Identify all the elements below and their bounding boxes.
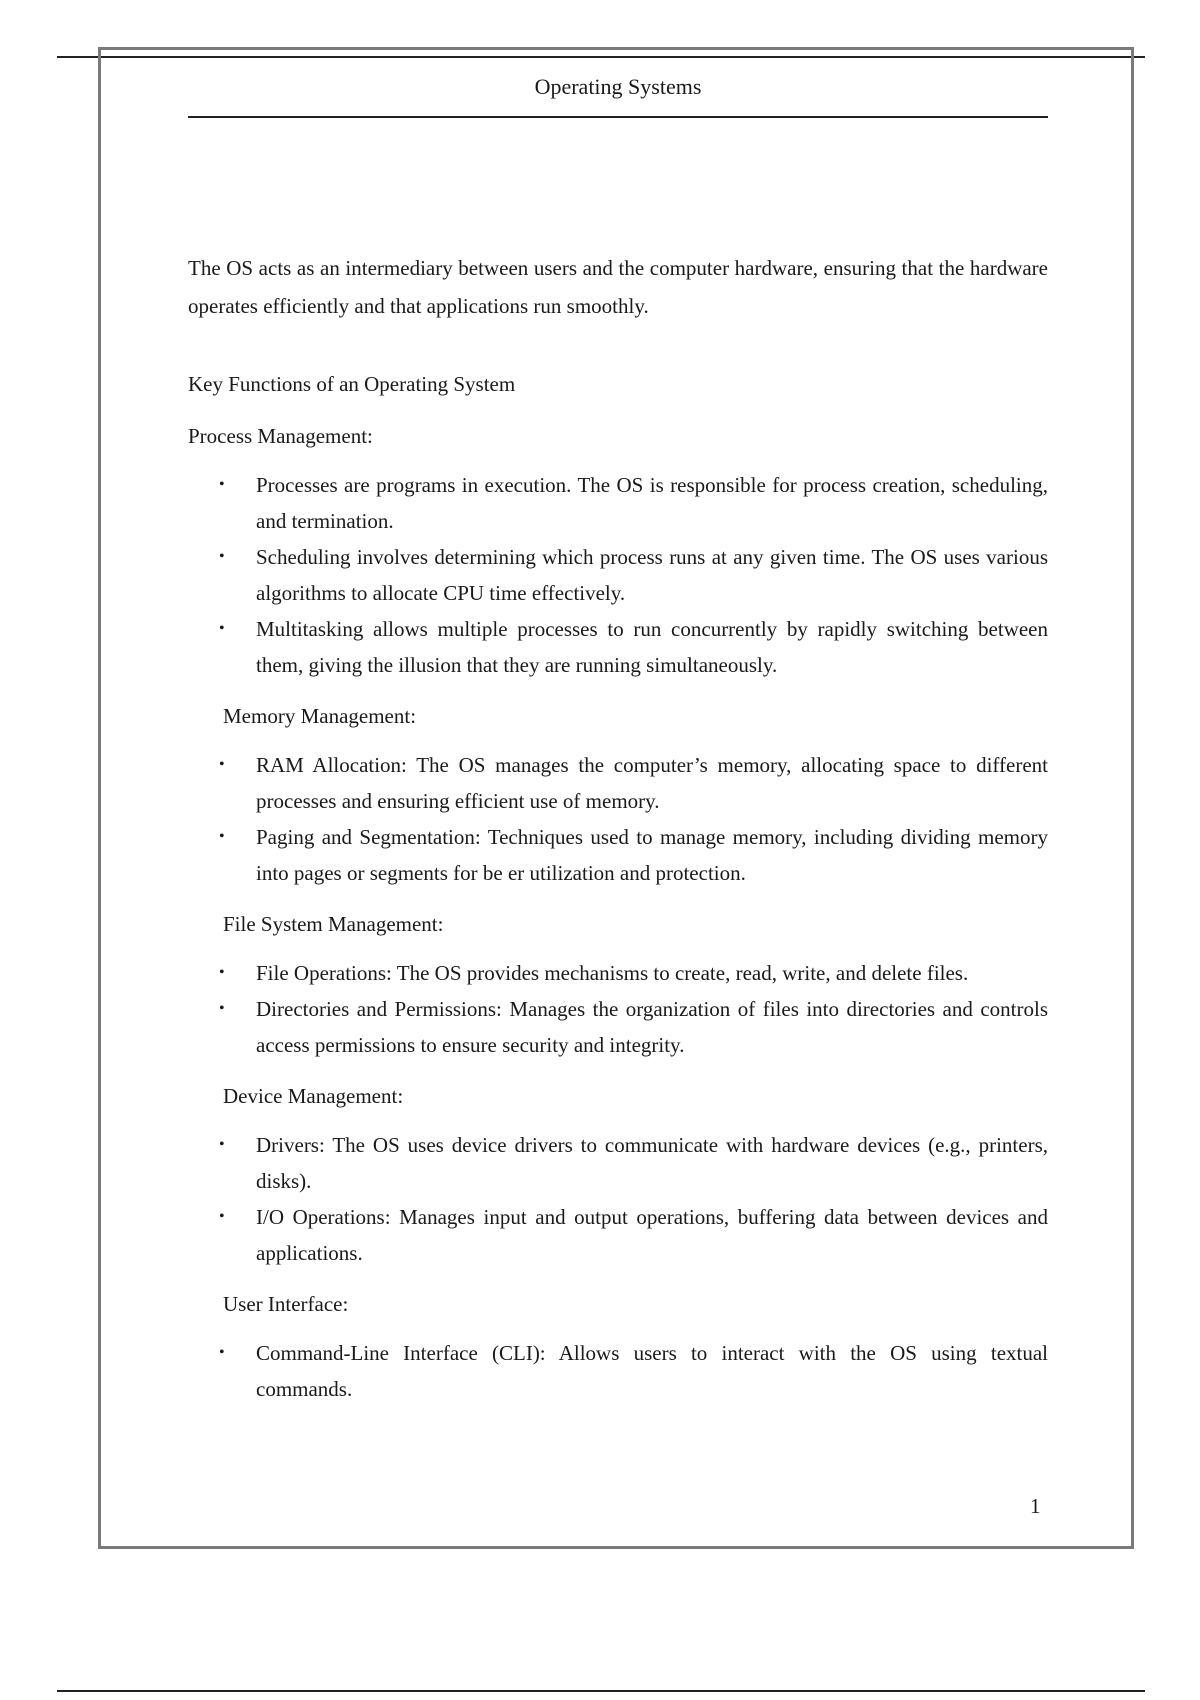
section-title: Process Management:	[188, 424, 373, 448]
list-item-text: Multitasking allows multiple processes to run concurrently by rapidly switching between them, giving the illusion that they are running simultaneously.	[256, 617, 1048, 677]
bullet-icon: •	[219, 548, 225, 565]
key-functions-heading: Key Functions of an Operating System	[188, 372, 516, 396]
list-item-text: Processes are programs in execution. The OS is responsible for process creation, scheduling, and termination.	[256, 473, 1048, 533]
list-item-text: Command-Line Interface (CLI): Allows users to interact with the OS using textual commands.	[256, 1341, 1048, 1401]
intro-paragraph: The OS acts as an intermediary between users and the computer hardware, ensuring that the hardware operates efficiently and that applications run smoothly.	[188, 256, 1048, 318]
list-item	[219, 1127, 1048, 1199]
section-title: Device Management:	[223, 1084, 404, 1108]
section-user-interface	[188, 1285, 1048, 1407]
page-number: 1	[1030, 1494, 1041, 1518]
list-item-text: I/O Operations: Manages input and output operations, buffering data between devices and applications.	[256, 1205, 1048, 1265]
section-memory-management	[188, 697, 1048, 891]
list-item-text: Directories and Permissions: Manages the organization of files into directories and controls access permissions to ensure security and integrity.	[256, 997, 1048, 1057]
bullet-icon: •	[219, 756, 225, 773]
list-item	[219, 539, 1048, 611]
page-content	[188, 249, 1048, 1407]
list-item	[219, 1335, 1048, 1407]
bullet-list	[188, 1335, 1048, 1407]
list-item-text: Drivers: The OS uses device drivers to communicate with hardware devices (e.g., printers, disks).	[256, 1133, 1048, 1193]
bullet-icon: •	[219, 476, 225, 493]
section-file-system-management	[188, 905, 1048, 1063]
section-device-management	[188, 1077, 1048, 1271]
bullet-icon: •	[219, 964, 225, 981]
list-item-text: File Operations: The OS provides mechanisms to create, read, write, and delete files.	[256, 961, 969, 985]
bullet-icon: •	[219, 620, 225, 637]
bullet-icon: •	[219, 1000, 225, 1017]
section-title: File System Management:	[223, 912, 444, 936]
running-header: Operating Systems	[534, 74, 702, 99]
section-title: User Interface:	[223, 1292, 349, 1316]
bullet-list	[188, 747, 1048, 891]
header-rule	[188, 116, 1048, 118]
bullet-icon: •	[219, 1208, 225, 1225]
bullet-list	[188, 467, 1048, 683]
bullet-list	[188, 1127, 1048, 1271]
list-item-text: Scheduling involves determining which process runs at any given time. The OS uses various algorithms to allocate CPU time effectively.	[256, 545, 1048, 605]
list-item	[219, 1199, 1048, 1271]
bullet-icon: •	[219, 828, 225, 845]
bullet-icon: •	[219, 1344, 225, 1361]
list-item	[219, 611, 1048, 683]
list-item	[219, 747, 1048, 819]
list-item	[219, 467, 1048, 539]
bottom-page-rule	[57, 1690, 1145, 1692]
bullet-icon: •	[219, 1136, 225, 1153]
list-item	[219, 955, 1048, 991]
list-item	[219, 991, 1048, 1063]
section-process-management	[188, 417, 1048, 683]
list-item	[219, 819, 1048, 891]
bullet-list	[188, 955, 1048, 1063]
list-item-text: RAM Allocation: The OS manages the computer’s memory, allocating space to different processes and ensuring efficient use of memory.	[256, 753, 1048, 813]
section-title: Memory Management:	[223, 704, 417, 728]
list-item-text: Paging and Segmentation: Techniques used to manage memory, including dividing memory into pages or segments for be er utilization and protection.	[256, 825, 1048, 885]
